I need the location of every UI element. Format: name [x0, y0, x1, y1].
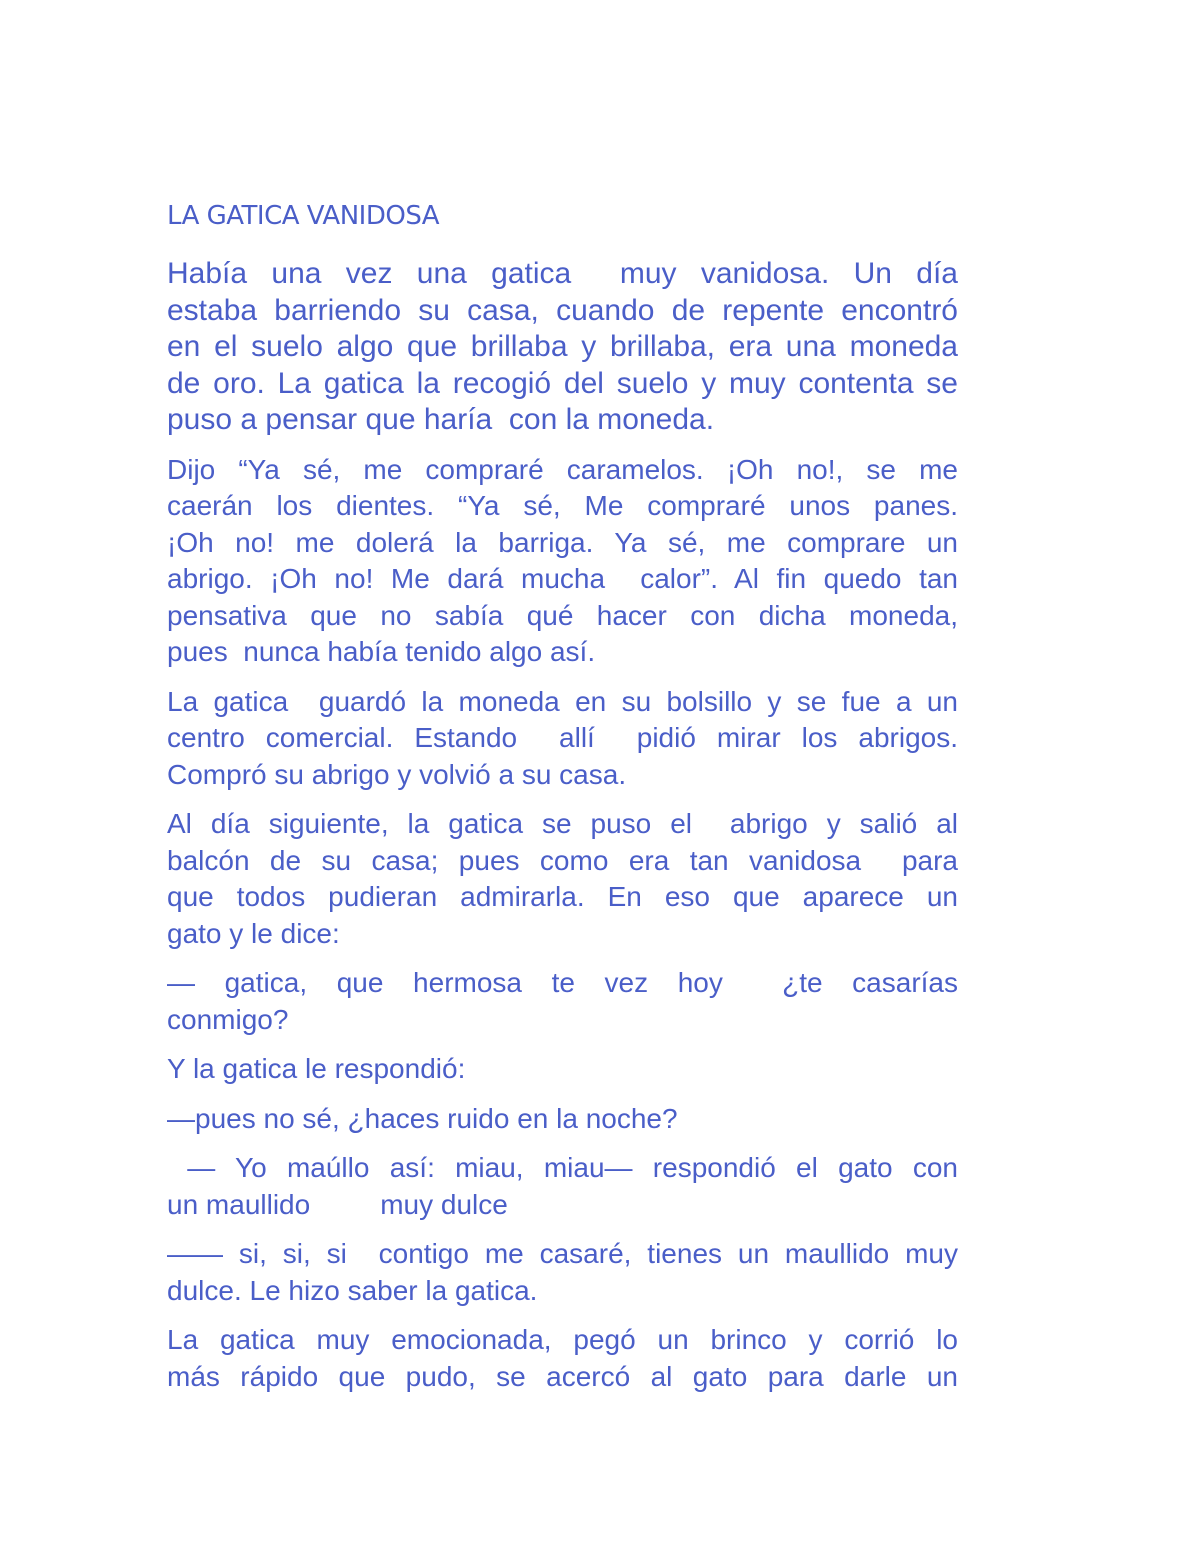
paragraph-line: —— si, si, si contigo me casaré, tienes un maullido muy: [167, 1238, 958, 1269]
paragraph-line: conmigo?: [167, 1003, 289, 1035]
paragraph-line: Compró su abrigo y volvió a su casa.: [167, 758, 627, 790]
paragraph-line: gato y le dice:: [167, 917, 340, 949]
paragraph-line: de oro. La gatica la recogió del suelo y muy contenta se: [167, 366, 958, 400]
paragraph-line: pues nunca había tenido algo así.: [167, 636, 596, 667]
paragraph-line: ¡Oh no! me dolerá la barriga. Ya sé, me comprare un: [167, 526, 958, 558]
paragraph-line: — Yo maúllo así: miau, miau— respondió el gato con: [167, 1152, 958, 1183]
paragraph-line: caerán los dientes. “Ya sé, Me compraré unos panes.: [167, 490, 958, 521]
paragraph-line: en el suelo algo que brillaba y brillaba, era una moneda: [167, 330, 958, 363]
paragraph: [167, 452, 958, 671]
document-title: LA GATICA VANIDOSA: [167, 201, 440, 231]
paragraph-list: [167, 256, 958, 1395]
paragraph: [167, 806, 958, 952]
paragraph-line: un maullido muy dulce: [167, 1188, 508, 1220]
paragraph-line: — gatica, que hermosa te vez hoy ¿te casarías: [167, 967, 958, 998]
paragraph: [167, 1150, 958, 1223]
paragraph-line: Y la gatica le respondió:: [167, 1053, 466, 1084]
paragraph-line: Dijo “Ya sé, me compraré caramelos. ¡Oh no!, se me: [167, 453, 958, 485]
paragraph-line: centro comercial. Estando allí pidió mirar los abrigos.: [167, 722, 958, 753]
paragraph-line: estaba barriendo su casa, cuando de repente encontró: [167, 293, 958, 327]
paragraph: [167, 965, 958, 1038]
paragraph-line: La gatica guardó la moneda en su bolsillo y se fue a un: [167, 685, 958, 717]
paragraph-line: puso a pensar que haría con la moneda.: [167, 403, 715, 436]
paragraph-line: que todos pudieran admirarla. En eso que aparece un: [167, 881, 958, 912]
paragraph-line: Al día siguiente, la gatica se puso el abrigo y salió al: [167, 808, 958, 839]
paragraph-line: balcón de su casa; pues como era tan vanidosa para: [167, 844, 958, 876]
paragraph-line: abrigo. ¡Oh no! Me dará mucha calor”. Al fin quedo tan: [167, 563, 958, 594]
paragraph-line: La gatica muy emocionada, pegó un brinco y corrió lo: [167, 1324, 958, 1355]
document-body: [167, 196, 958, 1408]
paragraph-line: dulce. Le hizo saber la gatica.: [167, 1274, 538, 1306]
paragraph-line: —pues no sé, ¿haces ruido en la noche?: [167, 1102, 678, 1134]
paragraph: [167, 1101, 958, 1138]
paragraph: [167, 1051, 958, 1088]
paragraph: [167, 1322, 958, 1395]
paragraph: [167, 1236, 958, 1309]
paragraph: [167, 684, 958, 794]
paragraph-line: pensativa que no sabía qué hacer con dicha moneda,: [167, 599, 958, 631]
paragraph: [167, 256, 958, 439]
paragraph-line: Había una vez una gatica muy vanidosa. Un día: [167, 257, 958, 290]
paragraph-line: más rápido que pudo, se acercó al gato para darle un: [167, 1360, 958, 1392]
